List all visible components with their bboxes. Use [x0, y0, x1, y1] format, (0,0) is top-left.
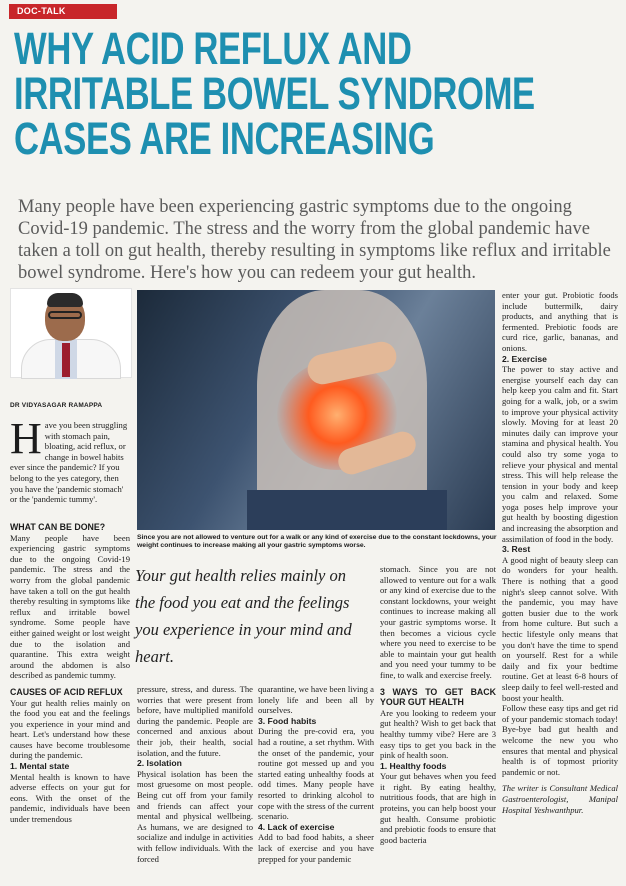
byline: DR VIDYASAGAR RAMAPPA	[10, 402, 103, 409]
paragraph: During the pre-covid era, you had a routine, a set rhythm. With the onset of the pandemic, your routine got messed up and you started eating unhealthy foods at odd times. Many people have resorted to drinking alcohol to cope with the stress of the current scenario.	[258, 726, 374, 822]
hero-image	[137, 290, 495, 530]
paragraph: A good night of beauty sleep can do wonders for your health. There is nothing that a good night's sleep cannot solve. With the pandemic, you may have gotten busier due to the work from home culture. But such a hectic lifestyle only means that you don't have the time to spend on yourself. Rest for a while daily and fix your bedtime routine. Get at least 6-8 hours of sleep daily to feel well-rested and boost your health.	[502, 554, 618, 703]
column-2	[137, 684, 253, 864]
drop-cap: H	[10, 414, 42, 463]
headline-line: CASES ARE INCREASING	[14, 113, 435, 164]
subheading: 1. Healthy foods	[380, 760, 447, 771]
intro-paragraph	[10, 414, 130, 505]
image-caption: Since you are not allowed to venture out for a walk or any kind of exercise due to the constant lockdowns, your weight continues to increase making all your gastric symptoms worse.	[137, 534, 497, 550]
section-heading: 3 WAYS TO GET BACK YOUR GUT HEALTH	[380, 686, 496, 708]
paragraph: Your gut health relies mainly on the food you eat and the feelings you experience in your mind and heart. Let's understand how these causes have become troublesome during the pandemic.	[10, 697, 130, 761]
paragraph: Follow these easy tips and get rid of your pandemic stomach today! Bye-bye bad gut health and welcome the new you who ensures that mental and physical health is of topmost priority pandemic or not.	[502, 703, 618, 777]
paragraph: quarantine, we have been living a lonely life and been all by ourselves.	[258, 684, 374, 716]
subheading: 4. Lack of exercise	[258, 821, 335, 832]
paragraph: Many people have been experiencing gastric symptoms due to the ongoing Covid-19 pandemic. The stress and the worry from the global pandemic have taken a toll on the gut health thereby resulting in symptoms like reflux and irritable bowel syndrome. Some people have either gained weight or lost weight due to the isolation and quarantine. This extra weight around the abdomen is also described as pandemic tummy.	[10, 532, 130, 681]
paragraph: pressure, stress, and duress. The worries that were present from before, have multiplied manifold during the pandemic. People are concerned and anxious about their job, their health, social isolation, and the future.	[137, 684, 253, 758]
subheading: 3. Rest	[502, 544, 531, 555]
column-1	[10, 516, 130, 825]
pull-quote: Your gut health relies mainly on the food you eat and the feelings you experience in your mind and heart.	[135, 566, 352, 666]
subheading: 2. Isolation	[137, 758, 182, 769]
headline	[14, 23, 535, 164]
paragraph: Add to bad food habits, a sheer lack of exercise and you have prepped for your pandemic	[258, 832, 374, 864]
section-heading: CAUSES OF ACID REFLUX	[10, 686, 123, 697]
column-3	[258, 684, 374, 864]
paragraph: Mental health is known to have adverse effects on your gut for eons. With the onset of the pandemic, individuals have been under tremendous	[10, 771, 130, 825]
paragraph: Are you looking to redeem your gut health? Wish to get back that healthy tummy vibe? Here are 3 easy tips to get you back in the pink of health soon.	[380, 707, 496, 761]
column-5	[502, 290, 618, 815]
paragraph: stomach. Since you are not allowed to venture out for a walk or any kind of exercise due to the constant lockdowns, your weight continues to increase making all your gastric symptoms worse. It then becomes a vicious cycle where you need to exercise to be able to maintain your gut health and you need your tummy to be fine, to walk and exercise freely.	[380, 564, 496, 680]
subheading: 2. Exercise	[502, 353, 547, 364]
subheading: 1. Mental state	[10, 761, 70, 772]
subheading: 3. Food habits	[258, 715, 317, 726]
section-heading: WHAT CAN BE DONE?	[10, 522, 106, 532]
section-tag: DOC-TALK	[9, 4, 117, 19]
paragraph: The power to stay active and energise yourself each day can help keep you calm and fit. Start going for a walk, job, or a swim to improve your physical activity slowly. Moving for at least 20 minutes daily can improve your stamina and physical health. You could also try some yoga to relieve your physical and mental stress. This will help release the tension in your body and keep you calm and relaxed. Some yoga poses help improve your gut health by boosting digestion and increasing the absorption and assimilation of food in the body.	[502, 364, 618, 544]
standfirst: Many people have been experiencing gastric symptoms due to the ongoing Covid-19 pandemic. The stress and the worry from the global pandemic have taken a toll on gut health, thereby resulting in symptoms like reflux and irritable bowel syndrome. Here's how you can redeem your gut health.	[18, 197, 611, 283]
column-4	[380, 564, 496, 845]
paragraph: Your gut behaves when you feed it right. By eating healthy, nutritious foods, that are high in proteins, you can help boost your gut health. Consume probiotic and prebiotic foods to ensure that good bacteria	[380, 771, 496, 845]
paragraph: enter your gut. Probiotic foods include buttermilk, dairy products, and anything that is fermented. Prebiotic foods are curd rice, garlic, bananas, and onions.	[502, 290, 618, 353]
headline-line: IRRITABLE BOWEL SYNDROME	[14, 68, 535, 119]
headline-line: WHY ACID REFLUX AND	[14, 23, 412, 74]
author-photo	[10, 288, 132, 378]
intro-text: ave you been struggling with stomach pain, bloating, acid reflux, or change in bowel habits ever since the pandemic? If you belong to the yes category, then you have the 'pandemic stomach' or the 'pandemic tummy'.	[10, 420, 128, 505]
author-note: The writer is Consultant Medical Gastroenterologist, Manipal Hospital Yeshwanthpur.	[502, 783, 618, 815]
paragraph: Physical isolation has been the most gruesome on most people. Being cut off from your family and friends can affect your mental and physical wellbeing. As humans, we are designed to socialize and indulge in activities with fellow individuals. With the forced	[137, 768, 253, 864]
